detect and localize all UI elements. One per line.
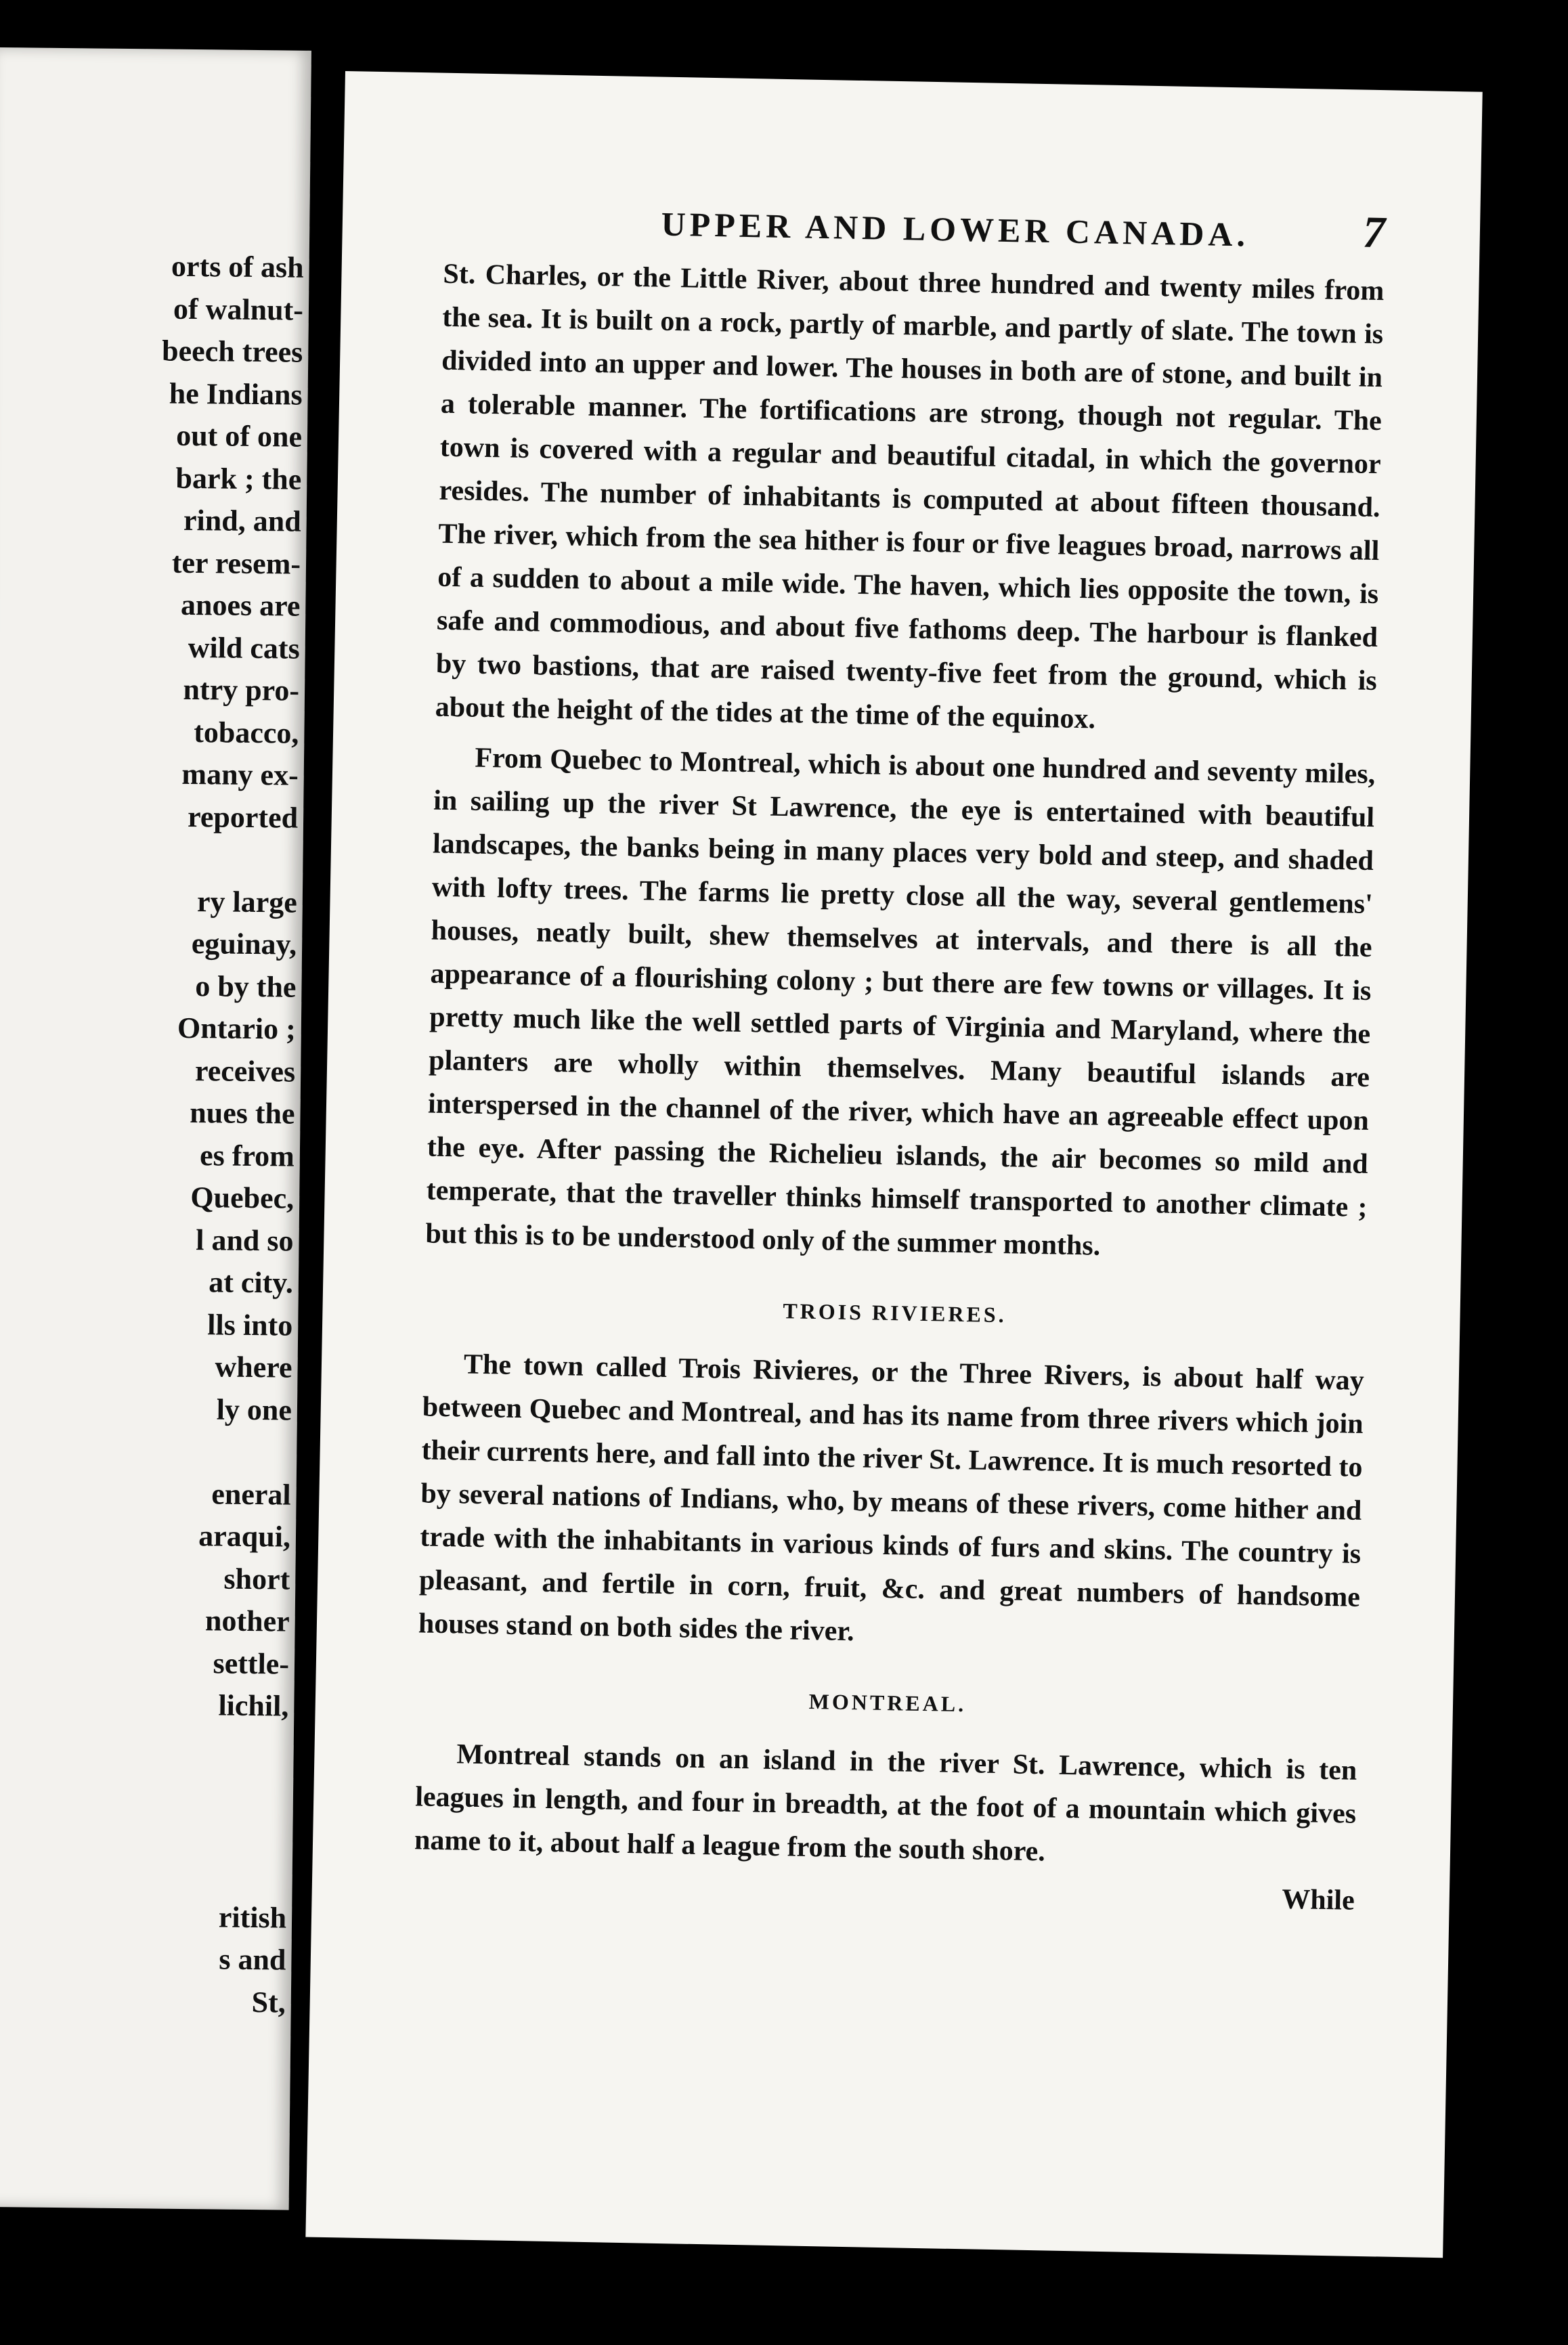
previous-page-line: ntry pro- <box>183 672 300 707</box>
previous-page-line: nues the <box>190 1096 295 1131</box>
previous-page-line: s and <box>219 1942 286 1977</box>
paragraph-quebec: St. Charles, or the Little River, about three hundred and twenty miles from the sea. It is built on a rock, partly of marble, and partly of slate. The town is divided into an upper and lower. The houses in both are of stone, and built in a tolerable manner. The fortifications are strong, though not regular. The town is covered with a regular and beautiful citadal, in which the governor resides. The number of inhabitants is computed at about fifteen thousand. The river, which from the sea hither is four or five leagues broad, narrows all of a sudden to about a mile wide. The haven, which lies opposite the town, is safe and commodious, and about five fathoms deep. The harbour is flanked by two bastions, that are raised twenty-five feet from the ground, which is about the height of the tides at the time of the equinox. <box>435 258 1385 735</box>
previous-page-line <box>147 1726 288 1770</box>
previous-page-text <box>144 246 304 2024</box>
previous-page-line: ry large <box>196 884 298 919</box>
previous-page-line: araqui, <box>198 1519 291 1554</box>
paragraph-trois-rivieres: The town called Trois Rivieres, or the Three Rivers, is about half way between Quebec and Montreal, and has its name from three rivers which join their currents here, and fall into the river St. Lawrence. It is much resorted to by several nations of Indians, who, by means of these rivers, come hither and trade with the inhabitants in various kinds of furs and skins. The country is pleasant, and fertile in corn, fruit, &c. and great numbers of handsome houses stand on both sides the river. <box>418 1349 1365 1648</box>
previous-page-line: tobacco, <box>193 715 299 750</box>
previous-page-line: beech trees <box>161 334 303 369</box>
previous-page-line: ter resem- <box>171 546 301 581</box>
previous-page-line: bark ; the <box>175 461 302 496</box>
previous-page-line <box>146 1811 288 1855</box>
previous-page-line: lls into <box>207 1307 293 1342</box>
running-title: UPPER AND LOWER CANADA. <box>661 204 1250 254</box>
previous-page-line: ly one <box>216 1392 292 1427</box>
previous-page-line <box>150 1430 292 1474</box>
page-number: 7 <box>1362 207 1386 258</box>
previous-page-line: eneral <box>211 1476 291 1512</box>
previous-page-line <box>156 837 298 881</box>
previous-page-line: l and so <box>196 1223 294 1258</box>
previous-page-line: reported <box>187 799 299 835</box>
previous-page-line: he Indians <box>169 376 303 412</box>
previous-page-line: ritish <box>218 1900 287 1935</box>
previous-page-line: o by the <box>195 969 297 1004</box>
section-heading-montreal: MONTREAL. <box>808 1688 967 1717</box>
previous-page-line: of walnut- <box>173 292 304 327</box>
previous-page-line <box>146 1853 287 1897</box>
previous-page-fragment <box>0 47 311 2210</box>
previous-page-line: orts of ash <box>171 249 304 284</box>
previous-page-line: es from <box>199 1138 295 1173</box>
previous-page-line: short <box>223 1562 290 1596</box>
previous-page-line: at city. <box>209 1265 294 1300</box>
previous-page-line: Quebec, <box>190 1181 295 1215</box>
previous-page-line: nother <box>204 1604 290 1638</box>
catchword: While <box>1281 1883 1355 1916</box>
previous-page-line: settle- <box>213 1646 290 1681</box>
paragraph-montreal: Montreal stands on an island in the river St. Lawrence, which is ten leagues in length, and four in breadth, at the foot of a mountain which gives name to it, about half a league from the south shore. <box>414 1738 1357 1868</box>
previous-page-line: eguinay, <box>191 927 297 961</box>
previous-page-line: Ontario ; <box>177 1011 297 1046</box>
paragraph-quebec-to-montreal: From Quebec to Montreal, which is about one hundred and seventy miles, in sailing up the river St Lawrence, the eye is entertained with beautiful landscapes, the banks being in many places very bold and steep, and shaded with lofty trees. The farms lie pretty close all the way, several gentlemens' houses, neatly built, shew themselves at intervals, and there is all the appearance of a flourishing colony ; but there are few towns or villages. It is pretty much like the well settled parts of Virginia and Maryland, where the planters are wholly within themselves. Many beautiful islands are interspersed in the channel of the river, which have an agreeable effect upon the eye. After passing the Richelieu islands, the air becomes so mild and temperate, that the traveller thinks himself transported to another climate ; but this is to be understood only of the summer months. <box>425 742 1376 1262</box>
section-heading-trois-rivieres: TROIS RIVIERES. <box>783 1298 1007 1328</box>
page-content <box>413 198 1385 1923</box>
previous-page-line: many ex- <box>181 757 299 792</box>
previous-page-line: rind, and <box>183 503 301 538</box>
previous-page-line: wild cats <box>188 630 300 665</box>
previous-page-line: anoes are <box>180 588 301 623</box>
previous-page-line: St, <box>251 1985 286 2019</box>
previous-page-line: lichil, <box>218 1688 289 1723</box>
previous-page-line: where <box>215 1350 292 1384</box>
previous-page-line: out of one <box>175 418 303 454</box>
book-page <box>305 71 1482 2258</box>
previous-page-line <box>147 1768 288 1812</box>
previous-page-line: receives <box>194 1053 296 1089</box>
